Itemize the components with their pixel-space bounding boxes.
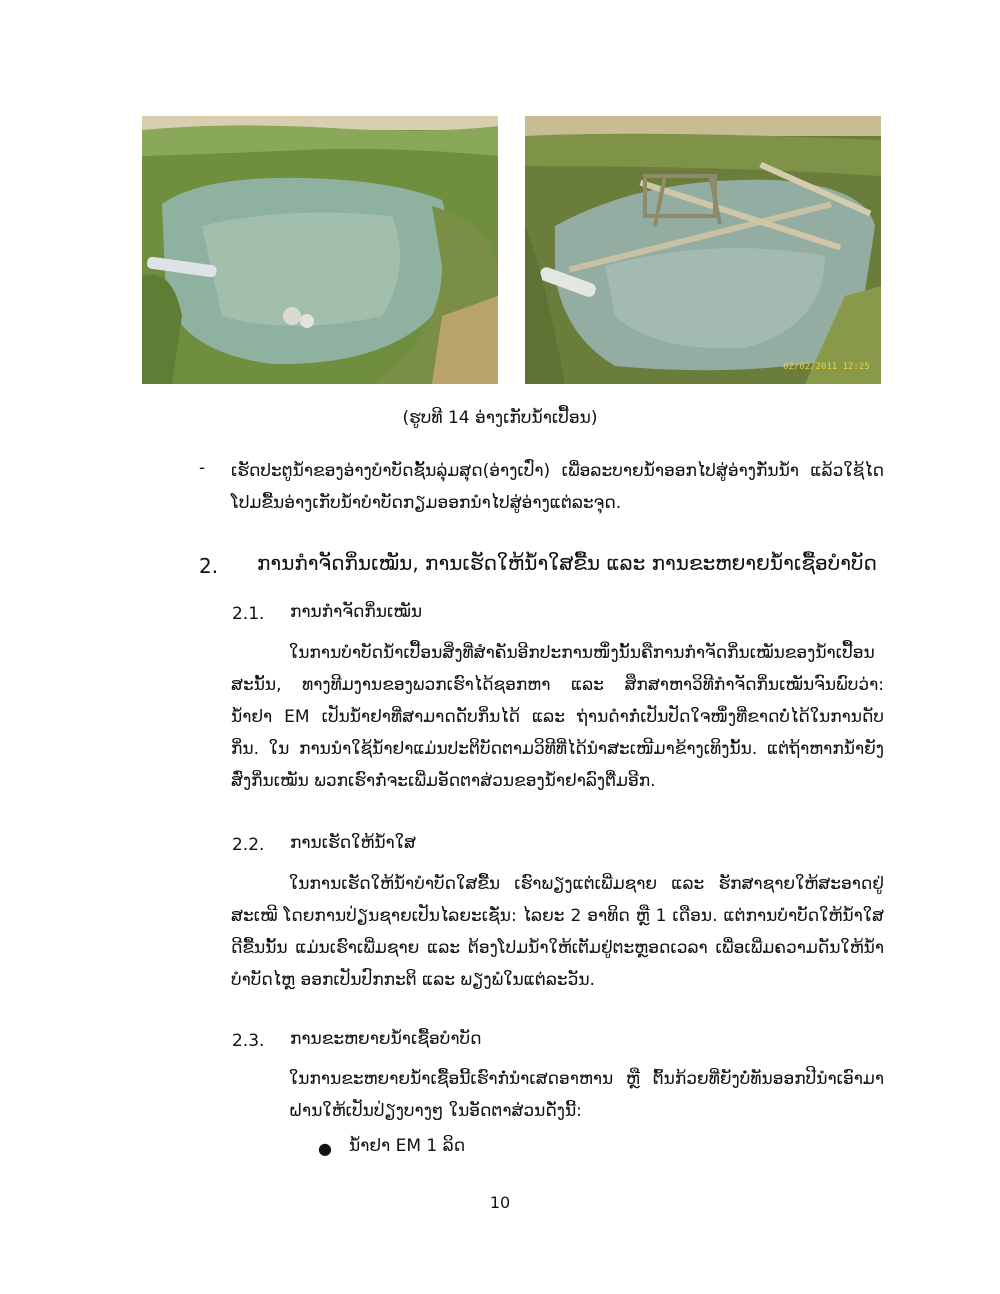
pond-photo-right	[525, 116, 881, 384]
subsection-paragraph: ໃນການເຮັດໃຫ້ນ້ຳບຳບັດໃສຂື້ນ ເຮົາພຽງແຕ່ເພີ່ມຊາຍ ແລະ ຮັກສາຊາຍໃຫ້ສະອາດຢູ່ສະເໝີ ໂດຍການປ່ຽນຊາຍເປັນໄລຍະເຊັ່ນ: ໄລຍະ 2 ອາທິດ ຫຼື 1 ເດືອນ. ແຕ່ການບຳບັດໃຫ້ນ້ຳໃສດີຂື້ນນັ້ນ ແມ່ນເຮົາເພີ່ມຊາຍ ແລະ ຕ້ອງໂປມນ້ຳໃຫ້ເຕັມຢູ່ຕະຫຼອດເວລາ ເພື່ອເພີ່ມຄວາມດັນໃຫ້ນ້ຳບຳບັດໄຫຼ ອອກເປັນປົກກະຕິ ແລະ ພຽງພໍໃນແຕ່ລະວັນ.	[231, 874, 884, 990]
bullet-dot: ●	[318, 1139, 332, 1158]
page-number: 10	[489, 1193, 511, 1212]
subsection-number: 2.2.	[232, 835, 265, 855]
subsection-paragraph: ໃນການຂະຫຍາຍນ້ຳເຊື້ອນີ້ເຮົາກໍ່ນຳເສດອາຫານ ຫຼື ຕົ້ນກ້ວຍທີ່ຍັງບໍ່ທັນອອກປີນຳເອົາມາ ຝານໃຫ້ເປັນປ່ຽງບາງໆ ໃນອັດຕາສ່ວນດັ່ງນີ້:	[289, 1069, 884, 1121]
section-number: 2.	[199, 554, 219, 578]
pond-photo-left	[142, 116, 498, 384]
subsection-paragraph: ໃນການບຳບັດນ້ຳເປື້ອນສິ່ງທີ່ສຳຄັນອີກປະການໜຶ່ງນັ້ນຄືການກຳຈັດກິ່ນເໝັນຂອງນ້ຳເປື້ອນ ສະນັ້ນ, ທາງທີມງານຂອງພວກເຮົາໄດ້ຊອກຫາ ແລະ ສຶກສາຫາວິທີກຳຈັດກິ່ນເໝັນຈົນພົບວ່າ: ນ້ຳຢາ EM ເປັນນ້ຳຢາທີ່ສາມາດດັບກິ່ນໄດ້ ແລະ ຖ່ານດຳກໍ່ເປັນປັດໃຈໜຶ່ງທີ່ຂາດບໍ່ໄດ້ໃນການດັບກິ່ນ. ໃນ ການນຳໃຊ້ນ້ຳຢາແມ່ນປະຕິບັດຕາມວິທີທີ່ໄດ້ນຳສະເໜີມາຂ້າງເທິງນັ້ນ. ແຕ່ຖ້າຫາກນ້ຳຍັງສົ່ງກິ່ນເໝັນ ພວກເຮົາກໍ່ຈະເພີ່ມອັດຕາສ່ວນຂອງນ້ຳຢາລົງຕື່ມອີກ.	[231, 643, 884, 791]
subsection-title: ການກຳຈັດກິ່ນເໝັນ	[290, 602, 423, 622]
subsection-title: ການເຮັດໃຫ້ນ້ຳໃສ	[290, 833, 416, 853]
bullet-marker: -	[199, 458, 206, 478]
section-title: ການກຳຈັດກິ່ນເໝັນ, ການເຮັດໃຫ້ນ້ຳໃສຂື້ນ ແລະ ການຂະຫຍາຍນ້ຳເຊື້ອບຳບັດ	[257, 551, 877, 575]
subsection-number: 2.1.	[232, 604, 265, 624]
subsection-title: ການຂະຫຍາຍນ້ຳເຊື້ອບຳບັດ	[290, 1029, 482, 1049]
subsection-number: 2.3.	[232, 1031, 265, 1051]
figure-caption: (ຮູບທີ 14 ອ່າງເກັບນ້ຳເປື້ອນ)	[402, 408, 598, 428]
bullet-paragraph: ເຮັດປະຕູນ້ຳຂອງອ່າງບຳບັດຊັ້ນລຸ່ມສຸດ(ອ່າງເປົ່າ) ເພື່ອລະບາຍນ້ຳອອກໄປສູ່ອ່າງກັ່ນນ້ຳ ແລ້ວໃຊ້ໄດ ໂປມຂື້ນອ່າງເກັບນ້ຳບຳບັດກຽມອອກນຳໄປສູ່ອ່າງແຕ່ລະຈຸດ.	[231, 461, 884, 513]
photo-date-stamp: 02/02/2011 12:25	[783, 362, 870, 372]
list-item: ນ້ຳຢາ EM 1 ລິດ	[349, 1136, 466, 1156]
